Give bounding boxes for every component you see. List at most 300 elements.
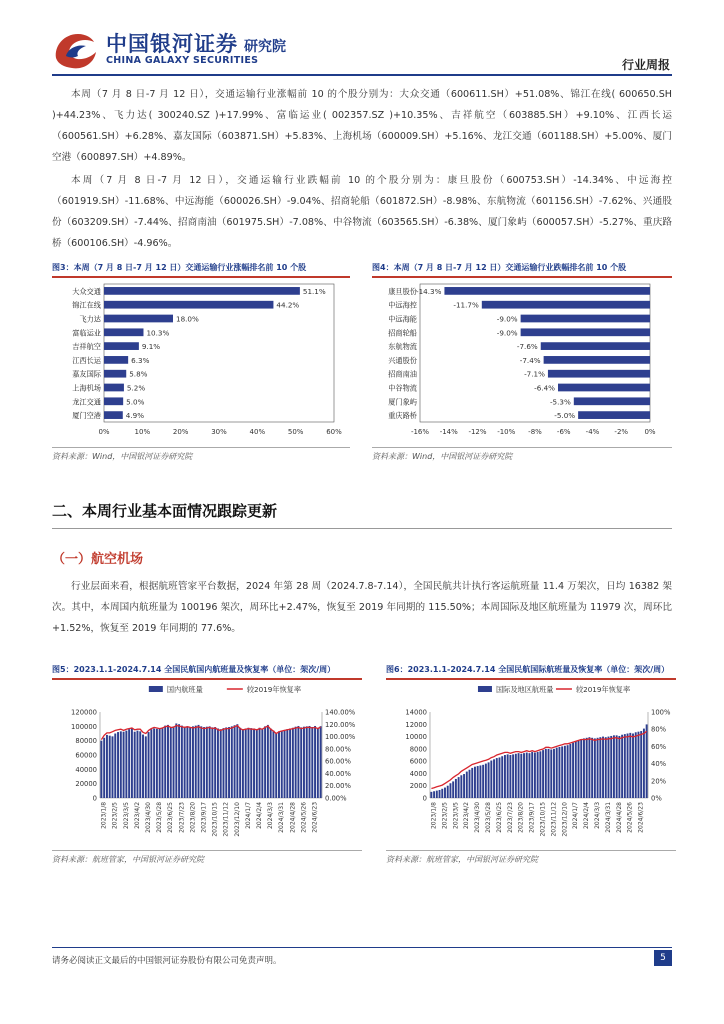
bar	[289, 728, 291, 798]
x-tick-label: 2023/1/8	[430, 802, 438, 830]
data-label: -9.0%	[496, 328, 518, 338]
bar	[272, 731, 274, 798]
data-label: -5.3%	[549, 397, 571, 407]
x-tick-label: 10%	[134, 428, 151, 436]
footer-disclaimer: 请务必阅读正文最后的中国银河证券股份有限公司免责声明。	[52, 956, 282, 966]
bar	[214, 727, 216, 798]
bar	[455, 779, 457, 798]
y-right-tick-label: 20%	[651, 777, 667, 786]
bar	[217, 728, 219, 798]
paragraph-gainers: 本周（7 月 8 日-7 月 12 日），交通运输行业涨幅前 10 的个股分别为：大众交通（600611.SH）+51.08%、锦江在线( 600650.SH )+44.23%、飞力达( 300240.SZ )+17.99%、富临运业( 002357.SZ )+10.35%、吉祥航空（603885.SH）+9.10%、江西长运（600561.SH）+6.28%、嘉友国际（603871.SH）+5.83%、上海机场（600009.SH）+5.16%、龙江交通（601188.SH）+5.00%、厦门空港（600897.SH）+4.89%。	[52, 89, 672, 163]
x-tick-label: -10%	[497, 428, 516, 436]
bar	[211, 727, 213, 798]
bar	[550, 749, 552, 798]
data-label: 5.2%	[126, 383, 146, 393]
bar	[638, 732, 640, 798]
x-tick-label: 2024/2/4	[583, 802, 591, 830]
data-label: -6.4%	[534, 383, 555, 393]
category-label: 上海机场	[72, 383, 101, 393]
bar	[117, 732, 119, 798]
bar	[449, 783, 451, 798]
bar	[231, 726, 233, 798]
legend-bar-label: 国际及地区航班量	[495, 685, 554, 694]
data-label: 10.3%	[146, 328, 170, 338]
figure-3-bottom-rule	[52, 447, 350, 448]
x-tick-label: 2023/3/5	[452, 802, 460, 830]
bar	[496, 758, 498, 798]
bar	[104, 411, 123, 419]
bar	[605, 737, 607, 798]
subsection-title: （一）航空机场	[52, 552, 144, 567]
x-tick-label: 40%	[249, 428, 266, 436]
bar	[488, 762, 490, 798]
bar	[544, 356, 650, 364]
bar	[447, 786, 449, 798]
bar	[558, 747, 560, 798]
bar	[624, 734, 626, 798]
bar	[616, 735, 618, 798]
y-left-tick-label: 0	[422, 794, 427, 803]
bar	[501, 756, 503, 798]
bar	[477, 766, 479, 798]
x-tick-label: 2024/4/28	[615, 802, 623, 833]
category-label: 嘉友国际	[72, 369, 101, 379]
x-tick-label: -2%	[614, 428, 629, 436]
figure-4-title: 图4：本周（7 月 8 日-7 月 12 日）交通运输行业跌幅排名前 10 个股	[372, 263, 627, 272]
category-label: 富临运业	[72, 328, 101, 338]
bar	[164, 726, 166, 798]
figure-4-bottom-rule	[372, 447, 672, 448]
y-right-tick-label: 100%	[651, 708, 671, 717]
x-tick-label: 2023/10/15	[211, 802, 219, 837]
legend-line-label: 较2019年恢复率	[575, 685, 631, 694]
x-tick-label: 2023/4/2	[133, 801, 141, 829]
category-label: 重庆路桥	[388, 411, 417, 421]
logo-text-cn: 中国银河证券	[106, 32, 238, 56]
page-header	[0, 0, 724, 80]
y-right-tick-label: 80%	[651, 725, 667, 734]
x-tick-label: 2023/5/28	[485, 802, 492, 833]
bar	[109, 736, 111, 798]
category-label: 锦江在线	[72, 300, 101, 310]
bar	[509, 755, 511, 798]
bar	[104, 356, 128, 364]
paragraph-aviation: 行业层面来看，根据航班管家平台数据，2024 年第 28 周（2024.7.8-7.14），全国民航共计执行客运航班量 11.4 万架次，日均 16382 架次。其中，本周国内航班量为 100196 架次，周环比+2.47%，恢复至 2019 年同期的 115.50%；本周国际及地区航班量为 11979 次，周环比+1.52%，恢复至 2019 年同期的 77.6%。	[52, 581, 672, 634]
x-tick-label: 30%	[211, 428, 227, 436]
y-right-tick-label: 60.00%	[325, 757, 351, 766]
x-tick-label: 2024/3/31	[604, 801, 612, 833]
bar	[526, 753, 528, 798]
bar	[281, 731, 283, 798]
bar	[131, 728, 133, 798]
y-left-tick-label: 8000	[409, 745, 427, 754]
figure-4-source: 资料来源：Wind，中国银河证券研究院	[372, 452, 513, 461]
y-right-tick-label: 40.00%	[325, 769, 351, 778]
y-right-tick-label: 0.00%	[325, 794, 347, 803]
bar	[159, 728, 161, 798]
figure-5-bottom-rule	[52, 850, 362, 851]
bar	[234, 725, 236, 798]
bar	[175, 723, 177, 798]
x-tick-label: 2024/1/7	[572, 802, 580, 830]
bar	[545, 749, 547, 798]
bar	[558, 384, 650, 392]
x-tick-label: -14%	[439, 428, 458, 436]
bar	[553, 749, 555, 798]
bar	[541, 342, 650, 350]
bar	[292, 728, 294, 798]
y-left-tick-label: 20000	[75, 780, 97, 789]
data-label: 5.8%	[129, 369, 148, 379]
y-left-tick-label: 100000	[71, 722, 97, 731]
category-label: 大众交通	[72, 286, 101, 296]
x-tick-label: 2023/11/12	[550, 801, 558, 837]
y-left-tick-label: 4000	[409, 769, 427, 778]
galaxy-logo-icon	[50, 28, 102, 72]
x-tick-label: 2024/3/31	[278, 802, 286, 833]
y-right-tick-label: 20.00%	[325, 782, 351, 791]
bar	[599, 737, 601, 798]
data-label: -9.0%	[496, 314, 518, 324]
x-tick-label: 2023/11/12	[222, 802, 230, 837]
bar	[608, 737, 610, 798]
bar	[223, 728, 225, 798]
category-label: 康旦股份	[388, 286, 417, 296]
bar	[482, 765, 484, 798]
bar	[297, 726, 299, 798]
data-label: 5.0%	[126, 397, 145, 407]
data-label: -7.1%	[524, 369, 545, 379]
bar	[134, 732, 136, 798]
bar	[286, 729, 288, 798]
x-tick-label: -12%	[468, 428, 487, 436]
bar	[242, 729, 244, 798]
data-label: -11.7%	[453, 300, 479, 310]
bar	[173, 726, 175, 798]
figure-3-source: 资料来源：Wind，中国银河证券研究院	[52, 452, 193, 461]
bar	[247, 728, 249, 798]
bar	[618, 736, 620, 798]
bar	[104, 315, 173, 323]
figure-6-chart	[386, 682, 676, 846]
x-tick-label: 2024/3/3	[593, 801, 601, 829]
bar	[104, 301, 273, 309]
bar	[104, 328, 143, 336]
x-tick-label: 2023/8/20	[189, 801, 197, 833]
bar	[632, 734, 634, 799]
category-label: 中远海能	[388, 314, 417, 324]
bar	[512, 754, 514, 798]
bar	[259, 728, 261, 798]
report-type: 行业周报	[621, 58, 670, 72]
y-left-tick-label: 2000	[409, 782, 427, 791]
data-label: 18.0%	[176, 314, 199, 324]
bar	[537, 752, 539, 798]
bar	[125, 731, 127, 798]
y-right-tick-label: 60%	[651, 742, 667, 751]
bar	[253, 728, 255, 798]
y-right-tick-label: 120.00%	[325, 720, 356, 729]
legend-bar-label: 国内航班量	[166, 685, 203, 694]
x-tick-label: 2023/5/28	[156, 801, 163, 833]
figure-3-top-rule	[52, 276, 350, 278]
bar	[184, 727, 186, 798]
category-label: 兴通股份	[388, 355, 417, 365]
figure-5-source: 资料来源：航班管家，中国银河证券研究院	[52, 855, 204, 864]
bar	[621, 735, 623, 798]
y-left-tick-label: 0	[92, 794, 97, 803]
bar	[200, 726, 202, 798]
page-number: 5	[654, 950, 672, 966]
bar	[167, 725, 169, 798]
bar	[153, 728, 155, 798]
bar	[556, 748, 558, 798]
x-tick-label: -8%	[528, 428, 542, 436]
category-label: 厦门象屿	[388, 397, 417, 407]
y-right-tick-label: 0%	[651, 794, 662, 803]
bar	[198, 725, 200, 798]
bar	[203, 727, 205, 798]
figure-4-top-rule	[372, 276, 672, 278]
bar	[192, 726, 194, 798]
bar	[103, 738, 105, 798]
bar	[256, 729, 258, 798]
x-tick-label: 2024/5/26	[626, 802, 634, 833]
bar	[643, 729, 645, 798]
bar	[518, 753, 520, 798]
bar	[466, 772, 468, 798]
bar	[245, 728, 247, 798]
y-left-tick-label: 60000	[75, 751, 97, 760]
legend-line-label: 较2019年恢复率	[246, 685, 302, 694]
bar	[186, 726, 188, 798]
bar	[148, 732, 150, 798]
bar	[317, 728, 319, 798]
bar	[574, 397, 650, 405]
figure-6-top-rule	[386, 678, 676, 680]
bar	[586, 738, 588, 798]
x-tick-label: 2023/6/25	[495, 801, 503, 833]
x-tick-label: 2023/7/23	[506, 802, 514, 833]
bar	[250, 728, 252, 798]
bar	[178, 724, 180, 798]
x-tick-label: 2023/9/17	[200, 801, 208, 833]
bar	[225, 727, 227, 798]
bar	[104, 287, 300, 295]
x-tick-label: -6%	[556, 428, 571, 436]
bar	[284, 730, 286, 798]
bar	[548, 749, 550, 798]
bar	[439, 790, 441, 798]
y-right-tick-label: 100.00%	[325, 733, 356, 742]
figure-4-chart	[372, 280, 672, 444]
logo-text-en: CHINA GALAXY SECURITIES	[106, 55, 259, 66]
x-tick-label: 2023/4/30	[474, 801, 481, 833]
x-tick-label: 2024/1/7	[244, 801, 252, 829]
x-tick-label: 2024/3/3	[267, 802, 275, 830]
bar	[591, 738, 593, 798]
bar	[507, 754, 509, 798]
bar	[504, 755, 506, 798]
data-label: 9.1%	[141, 342, 161, 352]
category-label: 中谷物流	[388, 383, 417, 393]
bar	[515, 754, 517, 798]
category-label: 飞力达	[79, 314, 101, 324]
bar	[646, 724, 648, 798]
bar	[145, 736, 147, 798]
bar	[640, 731, 642, 798]
bar	[139, 731, 141, 798]
legend-bar-swatch	[149, 686, 163, 692]
bar	[156, 729, 158, 798]
bar	[474, 767, 476, 798]
bar	[578, 411, 650, 419]
data-label: -7.6%	[516, 342, 538, 352]
x-tick-label: 2023/6/25	[167, 802, 175, 833]
bar	[220, 729, 222, 798]
bar	[610, 736, 612, 798]
x-tick-label: 2023/12/10	[233, 802, 241, 837]
bar	[531, 752, 533, 798]
y-right-tick-label: 140.00%	[325, 708, 356, 717]
x-tick-label: 20%	[172, 428, 189, 436]
bar	[520, 754, 522, 798]
bar	[521, 315, 650, 323]
bar	[627, 734, 629, 799]
bar	[261, 728, 263, 798]
category-label: 吉祥航空	[72, 342, 101, 352]
bar	[499, 757, 501, 798]
bar	[602, 737, 604, 798]
figure-5-title: 图5：2023.1.1-2024.7.14 全国民航国内航班量及恢复率（单位：架次/周）	[52, 665, 336, 674]
bar	[444, 287, 650, 295]
category-label: 东航物流	[388, 342, 417, 352]
paragraph-losers: 本周（7 月 8 日-7 月 12 日），交通运输行业跌幅前 10 的个股分别为：康旦股份（600753.SH）-14.34%、中远海控（601919.SH）-11.68%、中远海能（600026.SH）-9.04%、招商轮船（601872.SH）-8.98%、东航物流（601156.SH）-7.62%、兴通股份（603209.SH）-7.44%、招商南油（601975.SH）-7.08%、中谷物流（603565.SH）-6.38%、厦门象屿（600057.SH）-5.27%、重庆路桥（600106.SH）-4.96%。	[52, 175, 672, 249]
bar	[529, 753, 531, 798]
bar	[597, 738, 599, 798]
x-tick-label: 2023/8/20	[517, 802, 525, 833]
bar	[430, 792, 432, 798]
category-label: 龙江交通	[72, 397, 101, 407]
bar	[267, 725, 269, 798]
header-divider	[52, 74, 672, 76]
bar	[548, 370, 650, 378]
x-tick-label: 2024/6/23	[637, 802, 645, 833]
bar	[583, 738, 585, 798]
figure-3-chart	[52, 280, 350, 444]
bar	[588, 737, 590, 798]
x-tick-label: 2023/2/5	[441, 802, 449, 830]
bar	[469, 770, 471, 798]
bar	[444, 788, 446, 798]
bar	[195, 726, 197, 798]
bar	[564, 746, 566, 798]
figure-5-chart	[52, 682, 362, 846]
bar	[206, 727, 208, 798]
logo-text-institute: 研究院	[244, 39, 286, 55]
y-left-tick-label: 120000	[71, 708, 97, 717]
x-tick-label: 0%	[98, 428, 110, 436]
bar	[311, 727, 313, 798]
bar	[136, 731, 138, 798]
bar	[521, 328, 650, 336]
data-label: -5.0%	[554, 411, 576, 421]
x-tick-label: 2024/6/23	[311, 801, 319, 833]
bar	[236, 724, 238, 798]
bar	[594, 738, 596, 798]
figure-6-title: 图6：2023.1.1-2024.7.14 全国民航国际航班量及恢复率（单位：架次/周）	[386, 665, 670, 674]
y-left-tick-label: 80000	[75, 737, 97, 746]
category-label: 中远海控	[388, 300, 417, 310]
y-left-tick-label: 10000	[405, 733, 427, 742]
bar	[441, 789, 443, 798]
x-tick-label: 0%	[644, 428, 656, 436]
figure-6-bottom-rule	[386, 850, 676, 851]
bar	[542, 750, 544, 798]
bar	[142, 735, 144, 798]
figure-3-title: 图3：本周（7 月 8 日-7 月 12 日）交通运输行业涨幅排名前 10 个股	[52, 263, 307, 272]
x-tick-label: 2023/7/23	[178, 802, 186, 833]
section-title: 二、本周行业基本面情况跟踪更新	[52, 502, 278, 520]
bar	[170, 727, 172, 798]
x-tick-label: 2023/3/5	[122, 802, 130, 830]
bar	[458, 777, 460, 798]
category-label: 厦门空港	[72, 411, 101, 421]
x-tick-label: 2023/9/17	[528, 802, 536, 833]
bar	[161, 728, 163, 798]
bar	[239, 728, 241, 798]
bar	[309, 726, 311, 798]
bar	[580, 739, 582, 798]
bar	[452, 781, 454, 798]
bar	[264, 726, 266, 798]
bar	[104, 342, 139, 350]
bar	[100, 741, 102, 798]
bar	[523, 753, 525, 798]
figure-6-source: 资料来源：航班管家，中国银河证券研究院	[386, 855, 538, 864]
bar	[572, 743, 574, 798]
x-tick-label: 60%	[326, 428, 342, 436]
x-tick-label: 2023/1/8	[100, 801, 108, 829]
bar	[114, 734, 116, 799]
x-tick-label: 2024/4/28	[289, 802, 297, 833]
y-right-tick-label: 40%	[651, 760, 667, 769]
bar	[482, 301, 650, 309]
bar	[104, 397, 123, 405]
x-tick-label: 50%	[287, 428, 304, 436]
x-tick-label: 2024/2/4	[255, 801, 263, 829]
bar	[479, 765, 481, 798]
bar	[567, 745, 569, 798]
x-tick-label: -16%	[410, 428, 430, 436]
bar	[314, 726, 316, 798]
bar	[306, 726, 308, 798]
bar	[578, 740, 580, 798]
y-left-tick-label: 12000	[405, 720, 427, 729]
bar	[300, 727, 302, 798]
bar	[112, 736, 114, 798]
bar	[539, 751, 541, 798]
bar	[123, 732, 125, 798]
data-label: 6.3%	[131, 355, 150, 365]
bar	[534, 753, 536, 798]
bar	[485, 764, 487, 798]
bar	[303, 727, 305, 798]
x-tick-label: 2023/2/5	[111, 802, 119, 830]
y-left-tick-label: 6000	[409, 757, 427, 766]
x-tick-label: 2023/12/10	[561, 802, 569, 837]
x-tick-label: -4%	[585, 428, 600, 436]
